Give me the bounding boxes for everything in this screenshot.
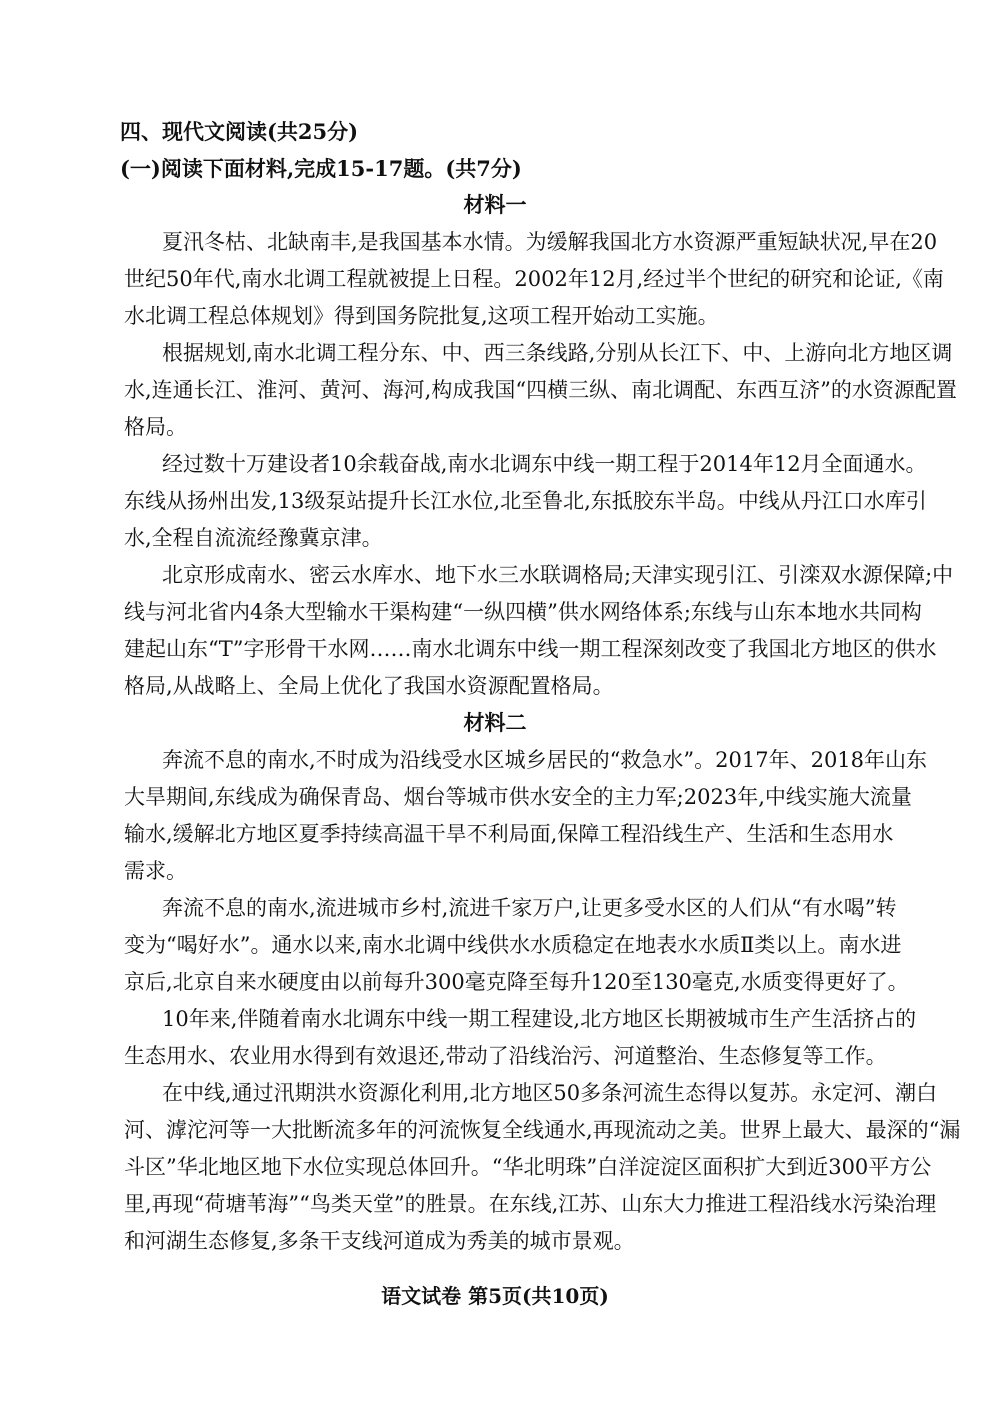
text-line: 生态用水、农业用水得到有效退还,带动了沿线治污、河道整治、生态修复等工作。: [124, 1044, 887, 1068]
section-heading: 四、现代文阅读(共25分): [120, 119, 359, 144]
text-line: 奔流不息的南水,流进城市乡村,流进千家万户,让更多受水区的人们从“有水喝”转: [162, 896, 897, 920]
text-line: 变为“喝好水”。通水以来,南水北调中线供水水质稳定在地表水水质Ⅱ类以上。南水进: [124, 933, 902, 957]
text-line: 输水,缓解北方地区夏季持续高温干旱不利局面,保障工程沿线生产、生活和生态用水: [124, 822, 894, 846]
text-line: 里,再现“荷塘苇海”“鸟类天堂”的胜景。在东线,江苏、山东大力推进工程沿线水污染治理: [124, 1192, 937, 1216]
text-line: 夏汛冬枯、北缺南丰,是我国基本水情。为缓解我国北方水资源严重短缺状况,早在20: [162, 230, 938, 254]
text-line: 需求。: [124, 859, 187, 883]
text-line: 线与河北省内4条大型输水干渠构建“一纵四横”供水网络体系;东线与山东本地水共同构: [124, 600, 922, 624]
text-line: 水,连通长江、淮河、黄河、海河,构成我国“四横三纵、南北调配、东西互济”的水资源配置: [124, 378, 957, 402]
text-line: 建起山东“T”字形骨干水网……南水北调东中线一期工程深刻改变了我国北方地区的供水: [124, 637, 937, 661]
page-footer: 语文试卷 第5页(共10页): [381, 1284, 609, 1308]
text-line: 和河湖生态修复,多条干支线河道成为秀美的城市景观。: [124, 1229, 635, 1253]
text-line: 北京形成南水、密云水库水、地下水三水联调格局;天津实现引江、引滦双水源保障;中: [162, 563, 954, 587]
text-line: 奔流不息的南水,不时成为沿线受水区城乡居民的“救急水”。2017年、2018年山东: [162, 748, 928, 772]
text-line: 京后,北京自来水硬度由以前每升300毫克降至每升120至130毫克,水质变得更好了。: [124, 970, 909, 994]
text-line: 格局。: [124, 415, 187, 439]
text-line: 水,全程自流流经豫冀京津。: [124, 526, 383, 550]
text-line: 水北调工程总体规划》得到国务院批复,这项工程开始动工实施。: [124, 304, 719, 328]
text-line: 斗区”华北地区地下水位实现总体回升。“华北明珠”白洋淀淀区面积扩大到近300平方公: [124, 1155, 932, 1179]
material-two-title: 材料二: [463, 710, 527, 735]
text-line: 10年来,伴随着南水北调东中线一期工程建设,北方地区长期被城市生产生活挤占的: [162, 1007, 917, 1031]
text-line: 经过数十万建设者10余载奋战,南水北调东中线一期工程于2014年12月全面通水。: [162, 452, 927, 476]
text-line: 东线从扬州出发,13级泵站提升长江水位,北至鲁北,东抵胶东半岛。中线从丹江口水库引: [124, 489, 927, 513]
text-line: 大旱期间,东线成为确保青岛、烟台等城市供水安全的主力军;2023年,中线实施大流量: [124, 785, 912, 809]
text-line: 根据规划,南水北调工程分东、中、西三条线路,分别从长江下、中、上游向北方地区调: [162, 341, 953, 365]
text-line: 格局,从战略上、全局上优化了我国水资源配置格局。: [124, 674, 614, 698]
sub-heading: (一)阅读下面材料,完成15-17题。(共7分): [120, 156, 522, 181]
text-line: 世纪50年代,南水北调工程就被提上日程。2002年12月,经过半个世纪的研究和论证,《南: [124, 267, 944, 291]
text-line: 在中线,通过汛期洪水资源化利用,北方地区50多条河流生态得以复苏。永定河、潮白: [162, 1081, 938, 1105]
text-line: 河、滹沱河等一大批断流多年的河流恢复全线通水,再现流动之美。世界上最大、最深的“漏: [124, 1118, 961, 1142]
material-one-title: 材料一: [463, 192, 527, 217]
